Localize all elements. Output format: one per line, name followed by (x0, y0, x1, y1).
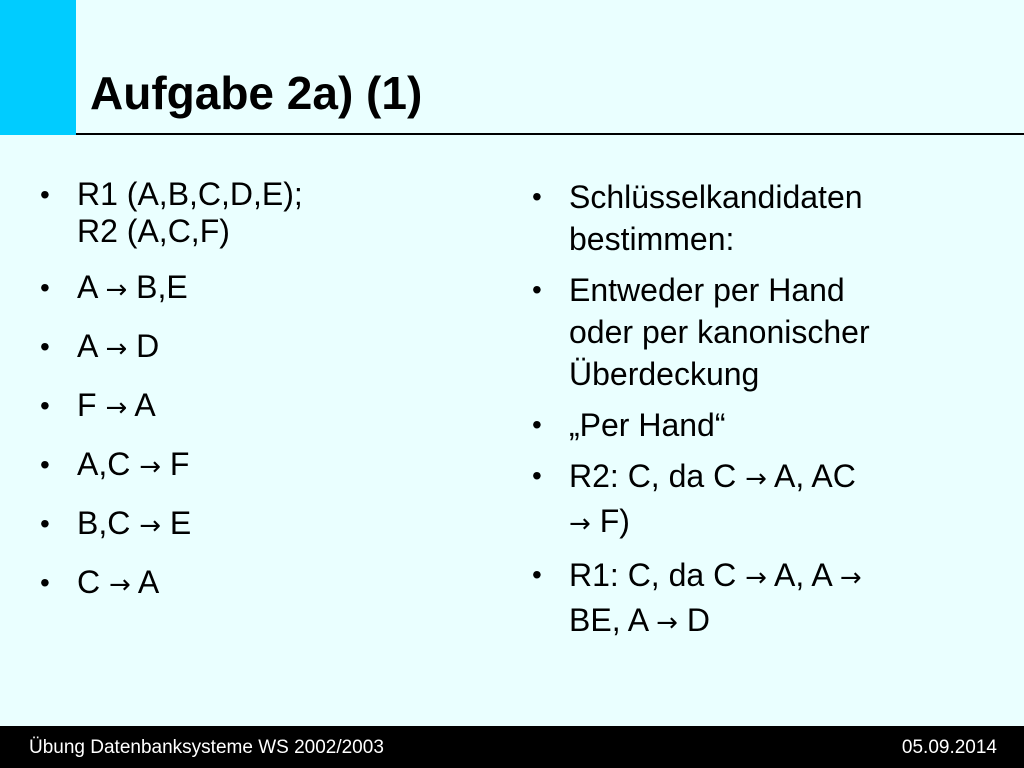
item-text-line: bestimmen: (569, 221, 735, 257)
fd-rhs: E (161, 505, 192, 541)
fd-rhs: A (127, 387, 156, 423)
bullet-icon: • (532, 274, 542, 305)
item-text-line: „Per Hand“ (569, 407, 726, 443)
fd-lhs: A (77, 328, 106, 364)
footer-date: 05.09.2014 (901, 737, 997, 758)
list-item (40, 564, 480, 604)
item-text: R1: C, da C (569, 557, 746, 593)
list-item (40, 269, 480, 309)
arrow-right-icon: → (105, 334, 128, 364)
bullet-icon: • (40, 272, 50, 303)
bullet-icon: • (40, 508, 50, 539)
list-item (532, 404, 1002, 446)
arrow-right-icon: → (745, 464, 767, 494)
fd-rhs: B,E (127, 269, 188, 305)
item-text: D (677, 602, 710, 638)
item-text: F) (590, 503, 630, 539)
arrow-right-icon: → (139, 452, 162, 482)
list-item (40, 387, 480, 427)
item-text: A, A (766, 557, 840, 593)
slide-title: Aufgabe 2a) (1) (90, 67, 423, 119)
bullet-icon: • (532, 559, 542, 590)
fd-rhs: F (161, 446, 190, 482)
item-text-line: Überdeckung (569, 356, 760, 392)
fd-lhs: B,C (77, 505, 140, 541)
bullet-icon: • (40, 331, 50, 362)
list-item (532, 554, 1002, 644)
footer-bar (0, 726, 1024, 768)
fd-lhs: F (77, 387, 106, 423)
bullet-icon: • (40, 449, 50, 480)
arrow-right-icon: → (139, 511, 162, 541)
item-text-line: oder per kanonischer (569, 314, 870, 350)
title-accent-bar (0, 0, 76, 135)
arrow-right-icon: → (656, 608, 678, 638)
list-item (532, 269, 1002, 395)
left-bullet-list (40, 176, 480, 623)
bullet-icon: • (532, 460, 542, 491)
arrow-right-icon: → (745, 563, 767, 593)
arrow-right-icon: → (569, 509, 591, 539)
list-item (532, 455, 1002, 545)
arrow-right-icon: → (105, 275, 128, 305)
bullet-icon: • (40, 179, 50, 210)
item-text: R2: C, da C (569, 458, 746, 494)
bullet-icon: • (40, 567, 50, 598)
relation-r1: R1 (A,B,C,D,E); (77, 176, 303, 212)
bullet-icon: • (40, 390, 50, 421)
item-text-line: Schlüsselkandidaten (569, 179, 863, 215)
list-item (532, 176, 1002, 260)
right-bullet-list (532, 176, 1002, 653)
list-item (40, 176, 480, 250)
relation-r2: R2 (A,C,F) (77, 213, 230, 249)
list-item (40, 505, 480, 545)
footer-course: Übung Datenbanksysteme WS 2002/2003 (29, 737, 384, 758)
bullet-icon: • (532, 409, 542, 440)
item-text: BE, A (569, 602, 657, 638)
list-item (40, 446, 480, 486)
fd-rhs: D (127, 328, 160, 364)
title-divider (76, 133, 1024, 135)
fd-lhs: A (77, 269, 106, 305)
fd-lhs: C (77, 564, 109, 600)
arrow-right-icon: → (105, 393, 128, 423)
item-text: A, AC (766, 458, 856, 494)
fd-lhs: A,C (77, 446, 140, 482)
list-item (40, 328, 480, 368)
fd-rhs: A (130, 564, 160, 600)
item-text-line: Entweder per Hand (569, 272, 845, 308)
arrow-right-icon: → (109, 570, 131, 600)
arrow-right-icon: → (839, 563, 862, 593)
bullet-icon: • (532, 181, 542, 212)
